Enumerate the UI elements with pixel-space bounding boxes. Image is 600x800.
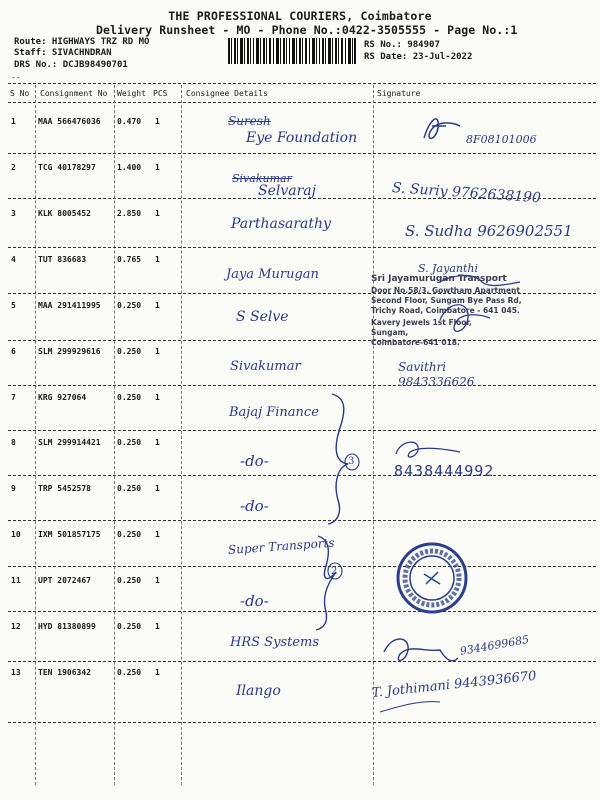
row-pcs: 1 (155, 438, 160, 447)
row-weight: 0.250 (117, 484, 142, 493)
col-signature: Signature (377, 89, 421, 98)
row-sno: 6 (11, 347, 16, 356)
row-pcs: 1 (155, 117, 160, 126)
consignee-struck: Suresh (228, 114, 271, 128)
row-sno: 1 (11, 117, 16, 126)
row-pcs: 1 (155, 347, 160, 356)
signature-text: Savithri 9843336626 (398, 360, 475, 389)
stamp-address: Coimbatore-641 018. (371, 338, 460, 347)
consignee-handwritten: Eye Foundation (246, 130, 358, 146)
row-sno: 3 (11, 209, 16, 218)
consignee-handwritten: Parthasarathy (231, 216, 331, 232)
row-pcs: 1 (155, 393, 160, 402)
row-consignment: MAA 291411995 (38, 301, 101, 310)
col-sno: S No (10, 89, 30, 98)
row-consignment: KLK 8005452 (38, 209, 91, 218)
row-rule (8, 520, 596, 521)
row-weight: 0.250 (117, 301, 142, 310)
signature-text: 8438444992 (394, 462, 495, 480)
row-pcs: 1 (155, 163, 160, 172)
row-weight: 0.250 (117, 668, 142, 677)
row-consignment: TUT 836683 (38, 255, 87, 264)
row-weight: 0.250 (117, 576, 142, 585)
row-rule (8, 722, 596, 723)
round-stamp-icon (398, 544, 466, 612)
company-title: THE PROFESSIONAL COURIERS, Coimbatore (168, 9, 432, 23)
stamp-address: Trichy Road, Coimbatore - 641 045. (371, 306, 520, 315)
stamp-address: Second Floor, Sungam Bye Pass Rd, (371, 296, 522, 305)
row-sno: 10 (11, 530, 21, 539)
signature-text: T. Jothimani 9443936670 (371, 668, 538, 701)
row-pcs: 1 (155, 668, 160, 677)
rs-date: RS Date: 23-Jul-2022 (364, 52, 473, 62)
consignee-handwritten: Ilango (236, 683, 281, 699)
consignee-handwritten: -do- (240, 497, 269, 515)
stamp-address: Kavery Jewels 1st Floor, (371, 318, 472, 327)
consignee-handwritten: Sivakumar (230, 359, 301, 374)
row-sno: 5 (11, 301, 16, 310)
consignee-struck: Sivakumar (232, 172, 292, 185)
row-sno: 8 (11, 438, 16, 447)
staff-label: Staff: SIVACHNDRAN (14, 48, 112, 58)
consignee-handwritten: Jaya Murugan (226, 267, 319, 282)
row-sno: 7 (11, 393, 16, 402)
row-weight: 0.250 (117, 438, 142, 447)
row-sno: 9 (11, 484, 16, 493)
consignee-handwritten: -do- (240, 452, 269, 470)
stamp-address: Sungam, (371, 328, 409, 337)
consignee-handwritten: -do- (240, 592, 269, 610)
drs-number: DRS No.: DCJB98490701 (14, 60, 128, 70)
consignee-handwritten: Selvaraj (258, 183, 316, 199)
row-pcs: 1 (155, 255, 160, 264)
row-weight: 0.250 (117, 530, 142, 539)
signature-text: S. Jayanthi (418, 262, 478, 275)
rs-number: RS No.: 984907 (364, 40, 440, 50)
consignee-handwritten: S Selve (236, 309, 289, 325)
bracket-mark (328, 394, 348, 524)
signature-text: 8F08101006 (466, 133, 537, 146)
row-weight: 1.400 (117, 163, 142, 172)
row-consignment: TEN 1906342 (38, 668, 91, 677)
col-divider (373, 85, 374, 785)
dash-marker: -- (11, 73, 21, 82)
row-rule (8, 566, 596, 567)
row-consignment: MAA 566476036 (38, 117, 101, 126)
col-weight: Weight (117, 89, 146, 98)
row-pcs: 1 (155, 209, 160, 218)
signature-scribble (380, 702, 440, 712)
row-rule (8, 611, 596, 612)
row-pcs: 1 (155, 622, 160, 631)
row-weight: 0.250 (117, 347, 142, 356)
col-divider (114, 85, 115, 785)
row-consignment: SLM 299929616 (38, 347, 101, 356)
col-consignment: Consignment No (40, 89, 108, 98)
sheet-title: Delivery Runsheet - MO - Phone No.:0422-3505555 - Page No.:1 (96, 23, 518, 37)
col-divider (181, 85, 182, 785)
row-rule (8, 340, 596, 341)
signature-text: S. Sudha 9626902551 (405, 222, 573, 240)
col-pcs: PCS (153, 89, 168, 98)
row-sno: 4 (11, 255, 16, 264)
signature-scribble (424, 119, 460, 139)
table-top-rule (8, 83, 596, 84)
row-consignment: TRP 5452578 (38, 484, 91, 493)
row-consignment: KRG 927064 (38, 393, 87, 402)
col-divider (35, 85, 36, 785)
stamp-company: Sri Jayamurugan Transport (371, 274, 507, 284)
header-rule (8, 102, 596, 103)
row-sno: 12 (11, 622, 21, 631)
row-weight: 2.850 (117, 209, 142, 218)
bracket-note: 3 (348, 456, 355, 467)
consignee-handwritten: HRS Systems (230, 635, 320, 650)
row-sno: 13 (11, 668, 21, 677)
row-rule (8, 430, 596, 431)
row-consignment: UPT 2072467 (38, 576, 91, 585)
row-rule (8, 661, 596, 662)
row-weight: 0.250 (117, 622, 142, 631)
row-pcs: 1 (155, 301, 160, 310)
row-consignment: HYD 81380899 (38, 622, 96, 631)
row-rule (8, 475, 596, 476)
row-rule (8, 153, 596, 154)
signature-scribble (396, 442, 460, 457)
stamp-address: Door No.58/3, Gowtham Apartment (371, 286, 520, 295)
barcode-icon (228, 38, 356, 64)
row-pcs: 1 (155, 576, 160, 585)
row-sno: 11 (11, 576, 21, 585)
row-weight: 0.470 (117, 117, 142, 126)
consignee-handwritten: Super Transports (227, 535, 335, 557)
consignee-handwritten: Bajaj Finance (229, 405, 319, 420)
row-weight: 0.765 (117, 255, 142, 264)
col-consignee: Consignee Details (186, 89, 268, 98)
row-consignment: TCG 40178297 (38, 163, 96, 172)
row-consignment: IXM 501857175 (38, 530, 101, 539)
row-rule (8, 247, 596, 248)
signature-scribble (384, 639, 458, 661)
row-consignment: SLM 299914421 (38, 438, 101, 447)
route-label: Route: HIGHWAYS TRZ RD MO (14, 37, 150, 47)
row-sno: 2 (11, 163, 16, 172)
row-pcs: 1 (155, 484, 160, 493)
row-weight: 0.250 (117, 393, 142, 402)
bracket-note: 2 (331, 566, 338, 577)
row-pcs: 1 (155, 530, 160, 539)
signature-text: 9344699685 (458, 632, 531, 658)
signature-text: S. Suriy 9762638190 (391, 180, 542, 207)
